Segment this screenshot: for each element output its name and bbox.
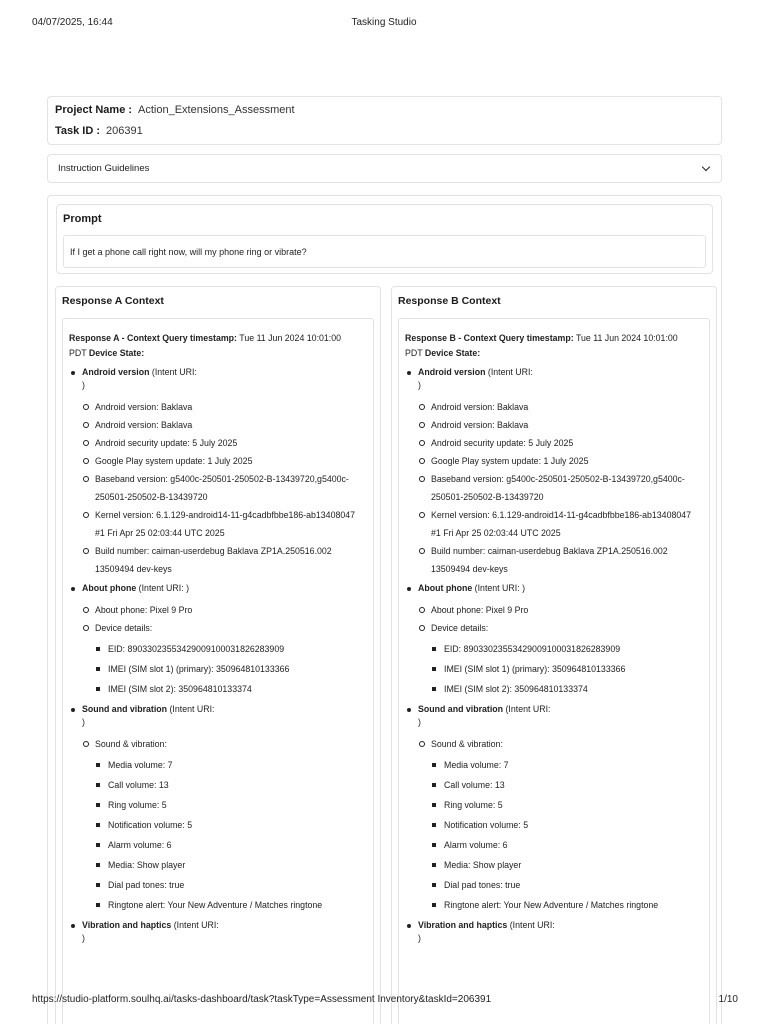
intent-uri-label: (Intent URI: bbox=[503, 704, 551, 714]
list-item: Ringtone alert: Your New Adventure / Matches ringtone bbox=[431, 895, 703, 915]
section-vibration-haptics bbox=[69, 919, 367, 945]
chevron-down-icon[interactable] bbox=[701, 164, 711, 174]
project-name-row bbox=[55, 103, 714, 122]
intent-close: ) bbox=[418, 717, 421, 727]
task-id-value: 206391 bbox=[106, 125, 143, 137]
section-vibration-haptics bbox=[405, 919, 703, 945]
list-item: EID: 89033023553429009100031826283909 bbox=[431, 639, 703, 659]
list-item: Call volume: 13 bbox=[431, 775, 703, 795]
list-item: Ring volume: 5 bbox=[95, 795, 367, 815]
sound-vibration-label: Sound & vibration: bbox=[431, 739, 503, 749]
response-b-card bbox=[391, 286, 717, 1024]
list-item: Google Play system update: 1 July 2025 bbox=[82, 452, 367, 470]
response-b-query-timestamp bbox=[405, 331, 703, 360]
intent-uri-label: (Intent URI: bbox=[171, 920, 219, 930]
print-header bbox=[32, 17, 736, 31]
list-item: About phone: Pixel 9 Pro bbox=[418, 601, 703, 619]
intent-uri-label: (Intent URI: bbox=[167, 704, 215, 714]
device-details-label: Device details: bbox=[95, 623, 153, 633]
list-item: Ring volume: 5 bbox=[431, 795, 703, 815]
section-android-version bbox=[405, 366, 703, 578]
intent-uri-label: (Intent URI: bbox=[485, 367, 533, 377]
list-item: Media volume: 7 bbox=[95, 755, 367, 775]
query-label: Response B - Context Query timestamp: bbox=[405, 333, 574, 343]
project-info-card bbox=[47, 96, 722, 145]
list-item: Media: Show player bbox=[95, 855, 367, 875]
list-item: Ringtone alert: Your New Adventure / Matches ringtone bbox=[95, 895, 367, 915]
task-id-row bbox=[55, 124, 714, 143]
list-item: Baseband version: g5400c-250501-250502-B-13439720,g5400c-250501-250502-B-13439720 bbox=[82, 470, 367, 506]
instruction-guidelines-label: Instruction Guidelines bbox=[58, 163, 150, 174]
list-item: Android version: Baklava bbox=[418, 416, 703, 434]
list-item: Kernel version: 6.1.129-android14-11-g4cadbfbbe186-ab13408047 #1 Fri Apr 25 02:03:44 UTC 2025 bbox=[418, 506, 703, 542]
list-item: EID: 89033023553429009100031826283909 bbox=[95, 639, 367, 659]
response-a-heading: Response A Context bbox=[62, 295, 164, 307]
section-title: Android version bbox=[82, 367, 150, 377]
intent-uri-label: (Intent URI: ) bbox=[136, 583, 190, 593]
prompt-card bbox=[56, 204, 713, 274]
list-item: Build number: caiman-userdebug Baklava ZP1A.250516.002 13509494 dev-keys bbox=[418, 542, 703, 578]
query-value: Tue 11 Jun 2024 10:01:00 bbox=[575, 333, 678, 343]
print-date: 04/07/2025, 16:44 bbox=[32, 17, 113, 28]
list-item: Baseband version: g5400c-250501-250502-B-13439720,g5400c-250501-250502-B-13439720 bbox=[418, 470, 703, 506]
instruction-guidelines-accordion[interactable] bbox=[47, 154, 722, 183]
list-item: IMEI (SIM slot 1) (primary): 350964810133366 bbox=[431, 659, 703, 679]
list-item: Media volume: 7 bbox=[431, 755, 703, 775]
list-item: IMEI (SIM slot 2): 350964810133374 bbox=[95, 679, 367, 699]
list-item bbox=[418, 619, 703, 699]
section-about-phone bbox=[69, 582, 367, 699]
response-a-card bbox=[55, 286, 381, 1024]
device-state-label: Device State: bbox=[88, 347, 145, 358]
list-item: Android security update: 5 July 2025 bbox=[82, 434, 367, 452]
section-sound-vibration bbox=[405, 703, 703, 915]
list-item: Android version: Baklava bbox=[82, 416, 367, 434]
device-details-label: Device details: bbox=[431, 623, 489, 633]
device-state-label: Device State: bbox=[424, 347, 481, 358]
intent-close: ) bbox=[82, 717, 85, 727]
page-number: 1/10 bbox=[718, 994, 738, 1005]
project-name-value: Action_Extensions_Assessment bbox=[138, 104, 295, 116]
list-item: IMEI (SIM slot 2): 350964810133374 bbox=[431, 679, 703, 699]
list-item: Android version: Baklava bbox=[82, 398, 367, 416]
intent-close: ) bbox=[82, 380, 85, 390]
section-title: About phone bbox=[418, 583, 473, 593]
intent-close: ) bbox=[82, 933, 85, 943]
query-value: Tue 11 Jun 2024 10:01:00 bbox=[239, 333, 342, 343]
task-id-label: Task ID : bbox=[55, 125, 101, 137]
list-item: Call volume: 13 bbox=[95, 775, 367, 795]
list-item bbox=[418, 735, 703, 915]
sound-vibration-label: Sound & vibration: bbox=[95, 739, 167, 749]
section-about-phone bbox=[405, 582, 703, 699]
list-item: About phone: Pixel 9 Pro bbox=[82, 601, 367, 619]
task-content-card bbox=[47, 195, 722, 1024]
prompt-text: If I get a phone call right now, will my phone ring or vibrate? bbox=[70, 246, 307, 257]
list-item: Android version: Baklava bbox=[418, 398, 703, 416]
response-a-query-timestamp bbox=[69, 331, 367, 360]
prompt-heading: Prompt bbox=[63, 213, 102, 225]
project-name-label: Project Name : bbox=[55, 104, 133, 116]
query-label: Response A - Context Query timestamp: bbox=[69, 333, 237, 343]
response-a-context bbox=[62, 318, 374, 1024]
response-b-heading: Response B Context bbox=[398, 295, 501, 307]
response-b-context bbox=[398, 318, 710, 1024]
section-title: Sound and vibration bbox=[418, 704, 504, 714]
list-item bbox=[82, 735, 367, 915]
intent-close: ) bbox=[418, 380, 421, 390]
list-item: Media: Show player bbox=[431, 855, 703, 875]
list-item: Notification volume: 5 bbox=[431, 815, 703, 835]
print-footer bbox=[32, 994, 738, 1008]
section-android-version bbox=[69, 366, 367, 578]
list-item: Android security update: 5 July 2025 bbox=[418, 434, 703, 452]
list-item: Alarm volume: 6 bbox=[95, 835, 367, 855]
list-item bbox=[82, 619, 367, 699]
list-item: Dial pad tones: true bbox=[95, 875, 367, 895]
list-item: Google Play system update: 1 July 2025 bbox=[418, 452, 703, 470]
timezone: PDT bbox=[405, 347, 423, 358]
list-item: Build number: caiman-userdebug Baklava ZP1A.250516.002 13509494 dev-keys bbox=[82, 542, 367, 578]
section-title: Vibration and haptics bbox=[418, 920, 508, 930]
intent-uri-label: (Intent URI: ) bbox=[472, 583, 526, 593]
timezone: PDT bbox=[69, 347, 87, 358]
list-item: Alarm volume: 6 bbox=[431, 835, 703, 855]
section-title: About phone bbox=[82, 583, 137, 593]
print-url: https://studio-platform.soulhq.ai/tasks-dashboard/task?taskType=Assessment Inventory&taskId=206391 bbox=[32, 994, 492, 1005]
list-item: IMEI (SIM slot 1) (primary): 350964810133366 bbox=[95, 659, 367, 679]
intent-close: ) bbox=[418, 933, 421, 943]
section-title: Android version bbox=[418, 367, 486, 377]
prompt-text-box bbox=[63, 235, 706, 268]
section-sound-vibration bbox=[69, 703, 367, 915]
list-item: Notification volume: 5 bbox=[95, 815, 367, 835]
intent-uri-label: (Intent URI: bbox=[507, 920, 555, 930]
list-item: Kernel version: 6.1.129-android14-11-g4cadbfbbe186-ab13408047 #1 Fri Apr 25 02:03:44 UTC 2025 bbox=[82, 506, 367, 542]
section-title: Sound and vibration bbox=[82, 704, 168, 714]
section-title: Vibration and haptics bbox=[82, 920, 172, 930]
print-title: Tasking Studio bbox=[351, 17, 417, 28]
list-item: Dial pad tones: true bbox=[431, 875, 703, 895]
intent-uri-label: (Intent URI: bbox=[149, 367, 197, 377]
